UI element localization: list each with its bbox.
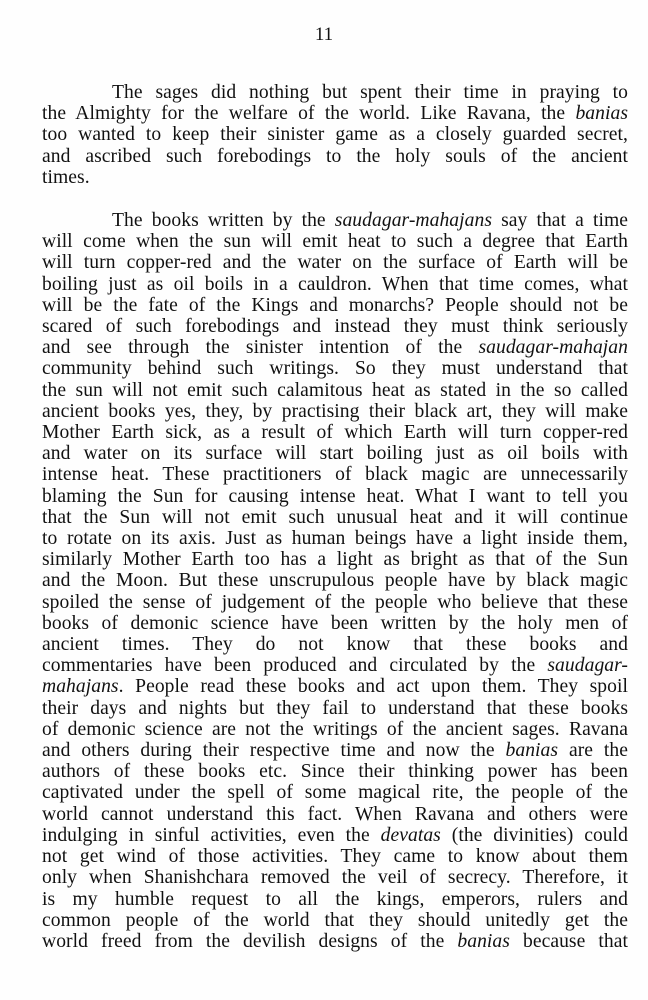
text-line: and the Moon. But these unscrupulous people have by black magic: [42, 570, 628, 592]
text-line: similarly Mother Earth too has a light as bright as that of the Sun: [42, 549, 628, 571]
text-line: and ascribed such forebodings to the holy souls of the ancient: [42, 145, 628, 167]
text-line: and water on its surface will start boiling just as oil boils with: [42, 443, 628, 465]
text-line: the sun will not emit such calamitous heat as stated in the so called: [42, 379, 628, 401]
text-line: is my humble request to all the kings, emperors, rulers and: [42, 888, 628, 910]
text-line: The books written by the saudagar-mahajans say that a time: [112, 210, 628, 231]
text-line: only when Shanishchara removed the veil of secrecy. Therefore, it: [42, 867, 628, 889]
paragraph-1: [42, 82, 628, 188]
text-line: commentaries have been produced and circulated by the saudagar-: [42, 655, 628, 677]
text-line: will be the fate of the Kings and monarchs? People should not be: [42, 294, 628, 316]
text-line: their days and nights but they fail to understand that these books: [42, 697, 628, 719]
text-line: The sages did nothing but spent their time in praying to: [112, 82, 628, 103]
text-line: ancient books yes, they, by practising their black art, they will make: [42, 400, 628, 422]
text-line: authors of these books etc. Since their thinking power has been: [42, 761, 628, 783]
text-line: to rotate on its axis. Just as human beings have a light inside them,: [42, 528, 628, 550]
text-line: times.: [42, 166, 90, 188]
text-line: and others during their respective time and now the banias are the: [42, 740, 628, 762]
text-line: scared of such forebodings and instead they must think seriously: [42, 316, 628, 338]
text-line: blaming the Sun for causing intense heat. What I want to tell you: [42, 485, 628, 507]
text-line: world cannot understand this fact. When Ravana and others were: [42, 803, 628, 825]
text-line: of demonic science are not the writings of the ancient sages. Ravana: [42, 718, 628, 740]
text-line: will turn copper-red and the water on the surface of Earth will be: [42, 252, 628, 274]
text-line: not get wind of those activities. They came to know about them: [42, 846, 628, 868]
text-line: community behind such writings. So they must understand that: [42, 358, 628, 380]
text-line: indulging in sinful activities, even the devatas (the divinities) could: [42, 824, 628, 846]
text-line: captivated under the spell of some magical rite, the people of the: [42, 782, 628, 804]
text-line: intense heat. These practitioners of black magic are unnecessarily: [42, 464, 628, 486]
paragraph-2: [42, 210, 628, 952]
text-line: books of demonic science have been written by the holy men of: [42, 612, 628, 634]
text-line: world freed from the devilish designs of the banias because that: [42, 930, 628, 952]
text-line: too wanted to keep their sinister game as a closely guarded secret,: [42, 124, 628, 146]
text-line: boiling just as oil boils in a cauldron. When that time comes, what: [42, 273, 628, 295]
text-line: mahajans. People read these books and act upon them. They spoil: [42, 676, 628, 698]
text-line: will come when the sun will emit heat to such a degree that Earth: [42, 231, 628, 253]
text-line: Mother Earth sick, as a result of which Earth will turn copper-red: [42, 422, 628, 444]
text-line: spoiled the sense of judgement of the people who believe that these: [42, 591, 628, 613]
text-line: that the Sun will not emit such unusual heat and it will continue: [42, 506, 628, 528]
text-line: common people of the world that they should unitedly get the: [42, 909, 628, 931]
text-line: the Almighty for the welfare of the world. Like Ravana, the banias: [42, 103, 628, 125]
text-line: and see through the sinister intention of the saudagar-mahajan: [42, 337, 628, 359]
page-number: 11: [314, 24, 334, 45]
text-line: ancient times. They do not know that these books and: [42, 634, 628, 656]
